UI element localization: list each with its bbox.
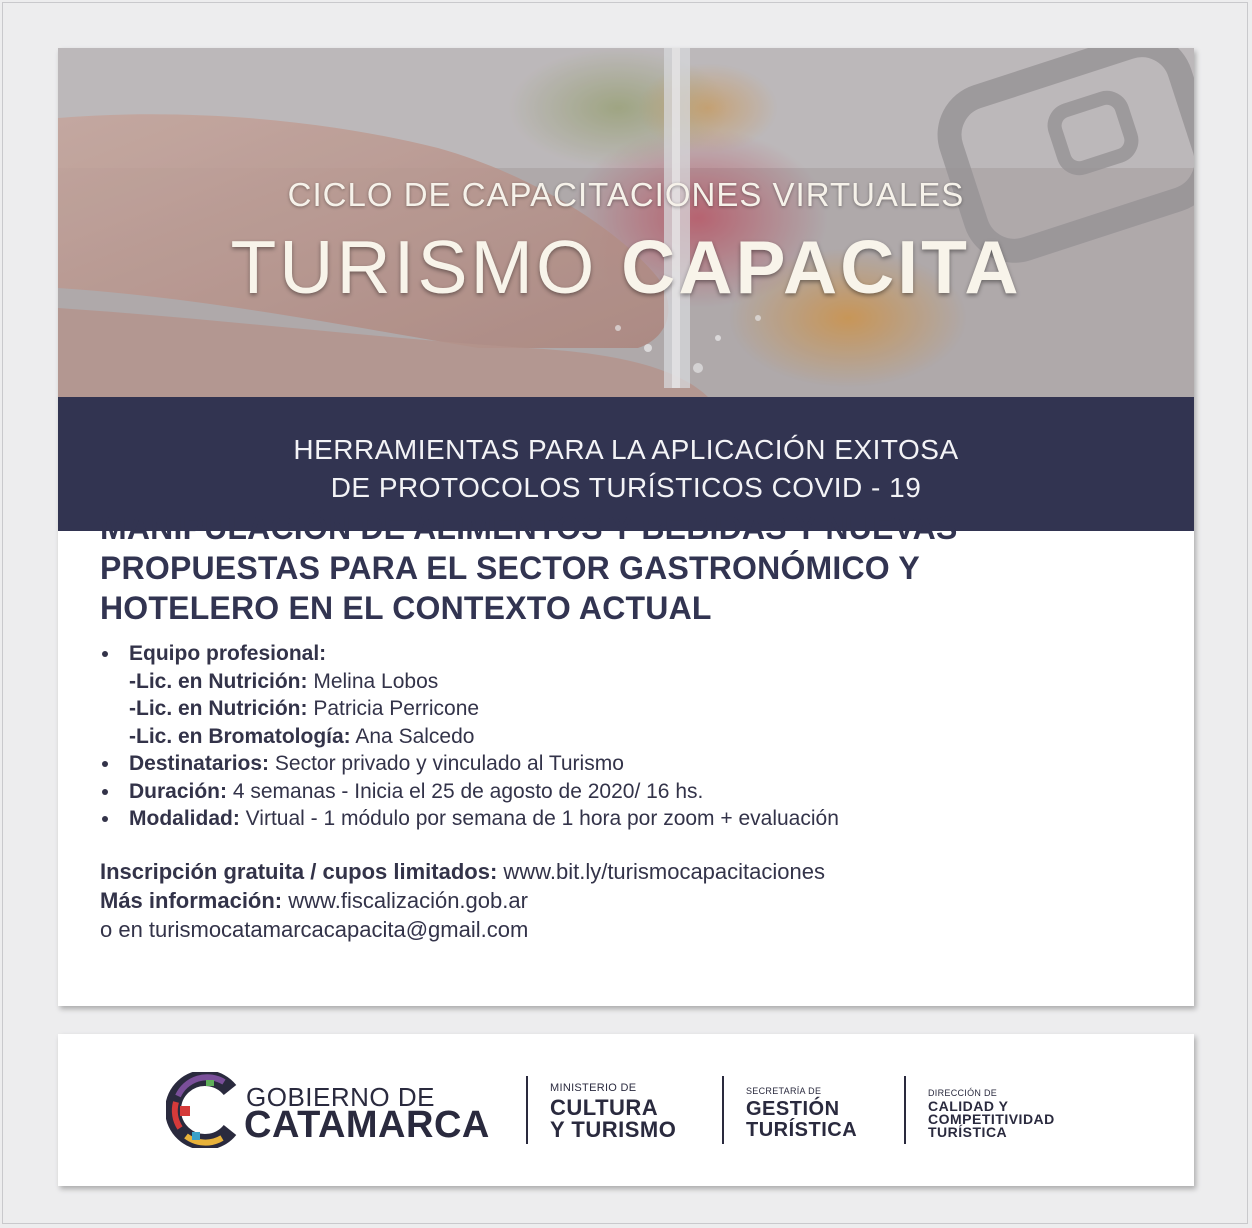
handwashing-photo bbox=[58, 48, 1194, 397]
gobierno-big-text: CATAMARCA bbox=[244, 1104, 490, 1146]
list-item-equipo bbox=[100, 640, 1060, 750]
modalidad-value: Virtual - 1 módulo por semana de 1 hora por zoom + evaluación bbox=[245, 807, 839, 830]
duracion-label: Duración: bbox=[129, 779, 228, 803]
hero-title-light: TURISMO bbox=[230, 225, 598, 309]
band-line-2: DE PROTOCOLOS TURÍSTICOS COVID - 19 bbox=[330, 472, 922, 503]
member-name: Patricia Perricone bbox=[313, 697, 480, 720]
ministerio-big-text-1: CULTURA bbox=[550, 1095, 659, 1120]
destinatarios-value: Sector privado y vinculado al Turismo bbox=[274, 752, 624, 775]
team-member bbox=[129, 668, 1060, 696]
inscripcion-label: Inscripción gratuita / cupos limitados: bbox=[100, 858, 498, 884]
member-role: -Lic. en Nutrición: bbox=[129, 669, 308, 693]
footer-divider bbox=[722, 1076, 724, 1144]
team-member bbox=[129, 695, 1060, 723]
destinatarios-label: Destinatarios: bbox=[129, 752, 270, 775]
footer-logos bbox=[58, 1034, 1194, 1186]
registration-info bbox=[100, 857, 1060, 944]
gobierno-small-text: GOBIERNO DE bbox=[246, 1082, 435, 1112]
list-item-duracion bbox=[100, 778, 1060, 806]
secretaria-big-text-1: GESTIÓN bbox=[746, 1098, 840, 1120]
hero-title-bold: CAPACITA bbox=[621, 225, 1022, 309]
member-role: -Lic. en Bromatología: bbox=[129, 724, 351, 748]
direccion-small-text: DIRECCIÓN DE bbox=[928, 1088, 998, 1098]
catamarca-c-logo-icon bbox=[166, 1072, 242, 1148]
duracion-value: 4 semanas - Inicia el 25 de agosto de 2020/ 16 hs. bbox=[232, 779, 704, 803]
mas-info-link[interactable]: www.fiscalización.gob.ar bbox=[288, 887, 528, 913]
list-item-modalidad bbox=[100, 805, 1060, 833]
team-member bbox=[129, 723, 1060, 751]
course-headline bbox=[100, 508, 1060, 628]
member-role: -Lic. en Nutrición: bbox=[129, 697, 308, 720]
band-line-1: HERRAMIENTAS PARA LA APLICACIÓN EXITOSA bbox=[293, 434, 959, 465]
hero-kicker: CICLO DE CAPACITACIONES VIRTUALES bbox=[287, 176, 965, 213]
equipo-label: Equipo profesional: bbox=[129, 642, 327, 665]
direccion-big-text-3: TURÍSTICA bbox=[928, 1124, 1008, 1140]
ministerio-big-text-2: Y TURISMO bbox=[550, 1117, 677, 1142]
secretaria-small-text: SECRETARÍA DE bbox=[746, 1086, 822, 1096]
footer-divider bbox=[526, 1076, 528, 1144]
mas-info-label: Más información: bbox=[100, 887, 283, 913]
mas-info-line bbox=[100, 886, 1060, 915]
headline-line: HOTELERO EN EL CONTEXTO ACTUAL bbox=[100, 590, 712, 626]
inscripcion-line bbox=[100, 857, 1060, 886]
course-details-list bbox=[100, 640, 1060, 833]
email-line: o en turismocatamarcacapacita@gmail.com bbox=[100, 916, 529, 942]
ministerio-small-text: MINISTERIO DE bbox=[550, 1082, 637, 1094]
list-item-destinatarios bbox=[100, 750, 1060, 778]
headline-line: MANIPULACIÓN DE ALIMENTOS Y BEBIDAS Y NUEVAS bbox=[100, 510, 958, 546]
headline-line: PROPUESTAS PARA EL SECTOR GASTRONÓMICO Y bbox=[100, 550, 920, 586]
footer-divider bbox=[904, 1076, 906, 1144]
secretaria-big-text-2: TURÍSTICA bbox=[746, 1119, 858, 1141]
direccion-big-text-1: CALIDAD Y bbox=[928, 1098, 1009, 1114]
member-name: Melina Lobos bbox=[313, 669, 439, 693]
member-name: Ana Salcedo bbox=[355, 724, 475, 748]
inscripcion-link[interactable]: www.bit.ly/turismocapacitaciones bbox=[503, 858, 825, 884]
hero-title bbox=[58, 224, 1194, 310]
course-content bbox=[100, 508, 1060, 944]
hero-banner bbox=[58, 48, 1194, 397]
modalidad-label: Modalidad: bbox=[129, 807, 240, 830]
direccion-big-text-2: COMPETITIVIDAD bbox=[928, 1111, 1055, 1127]
